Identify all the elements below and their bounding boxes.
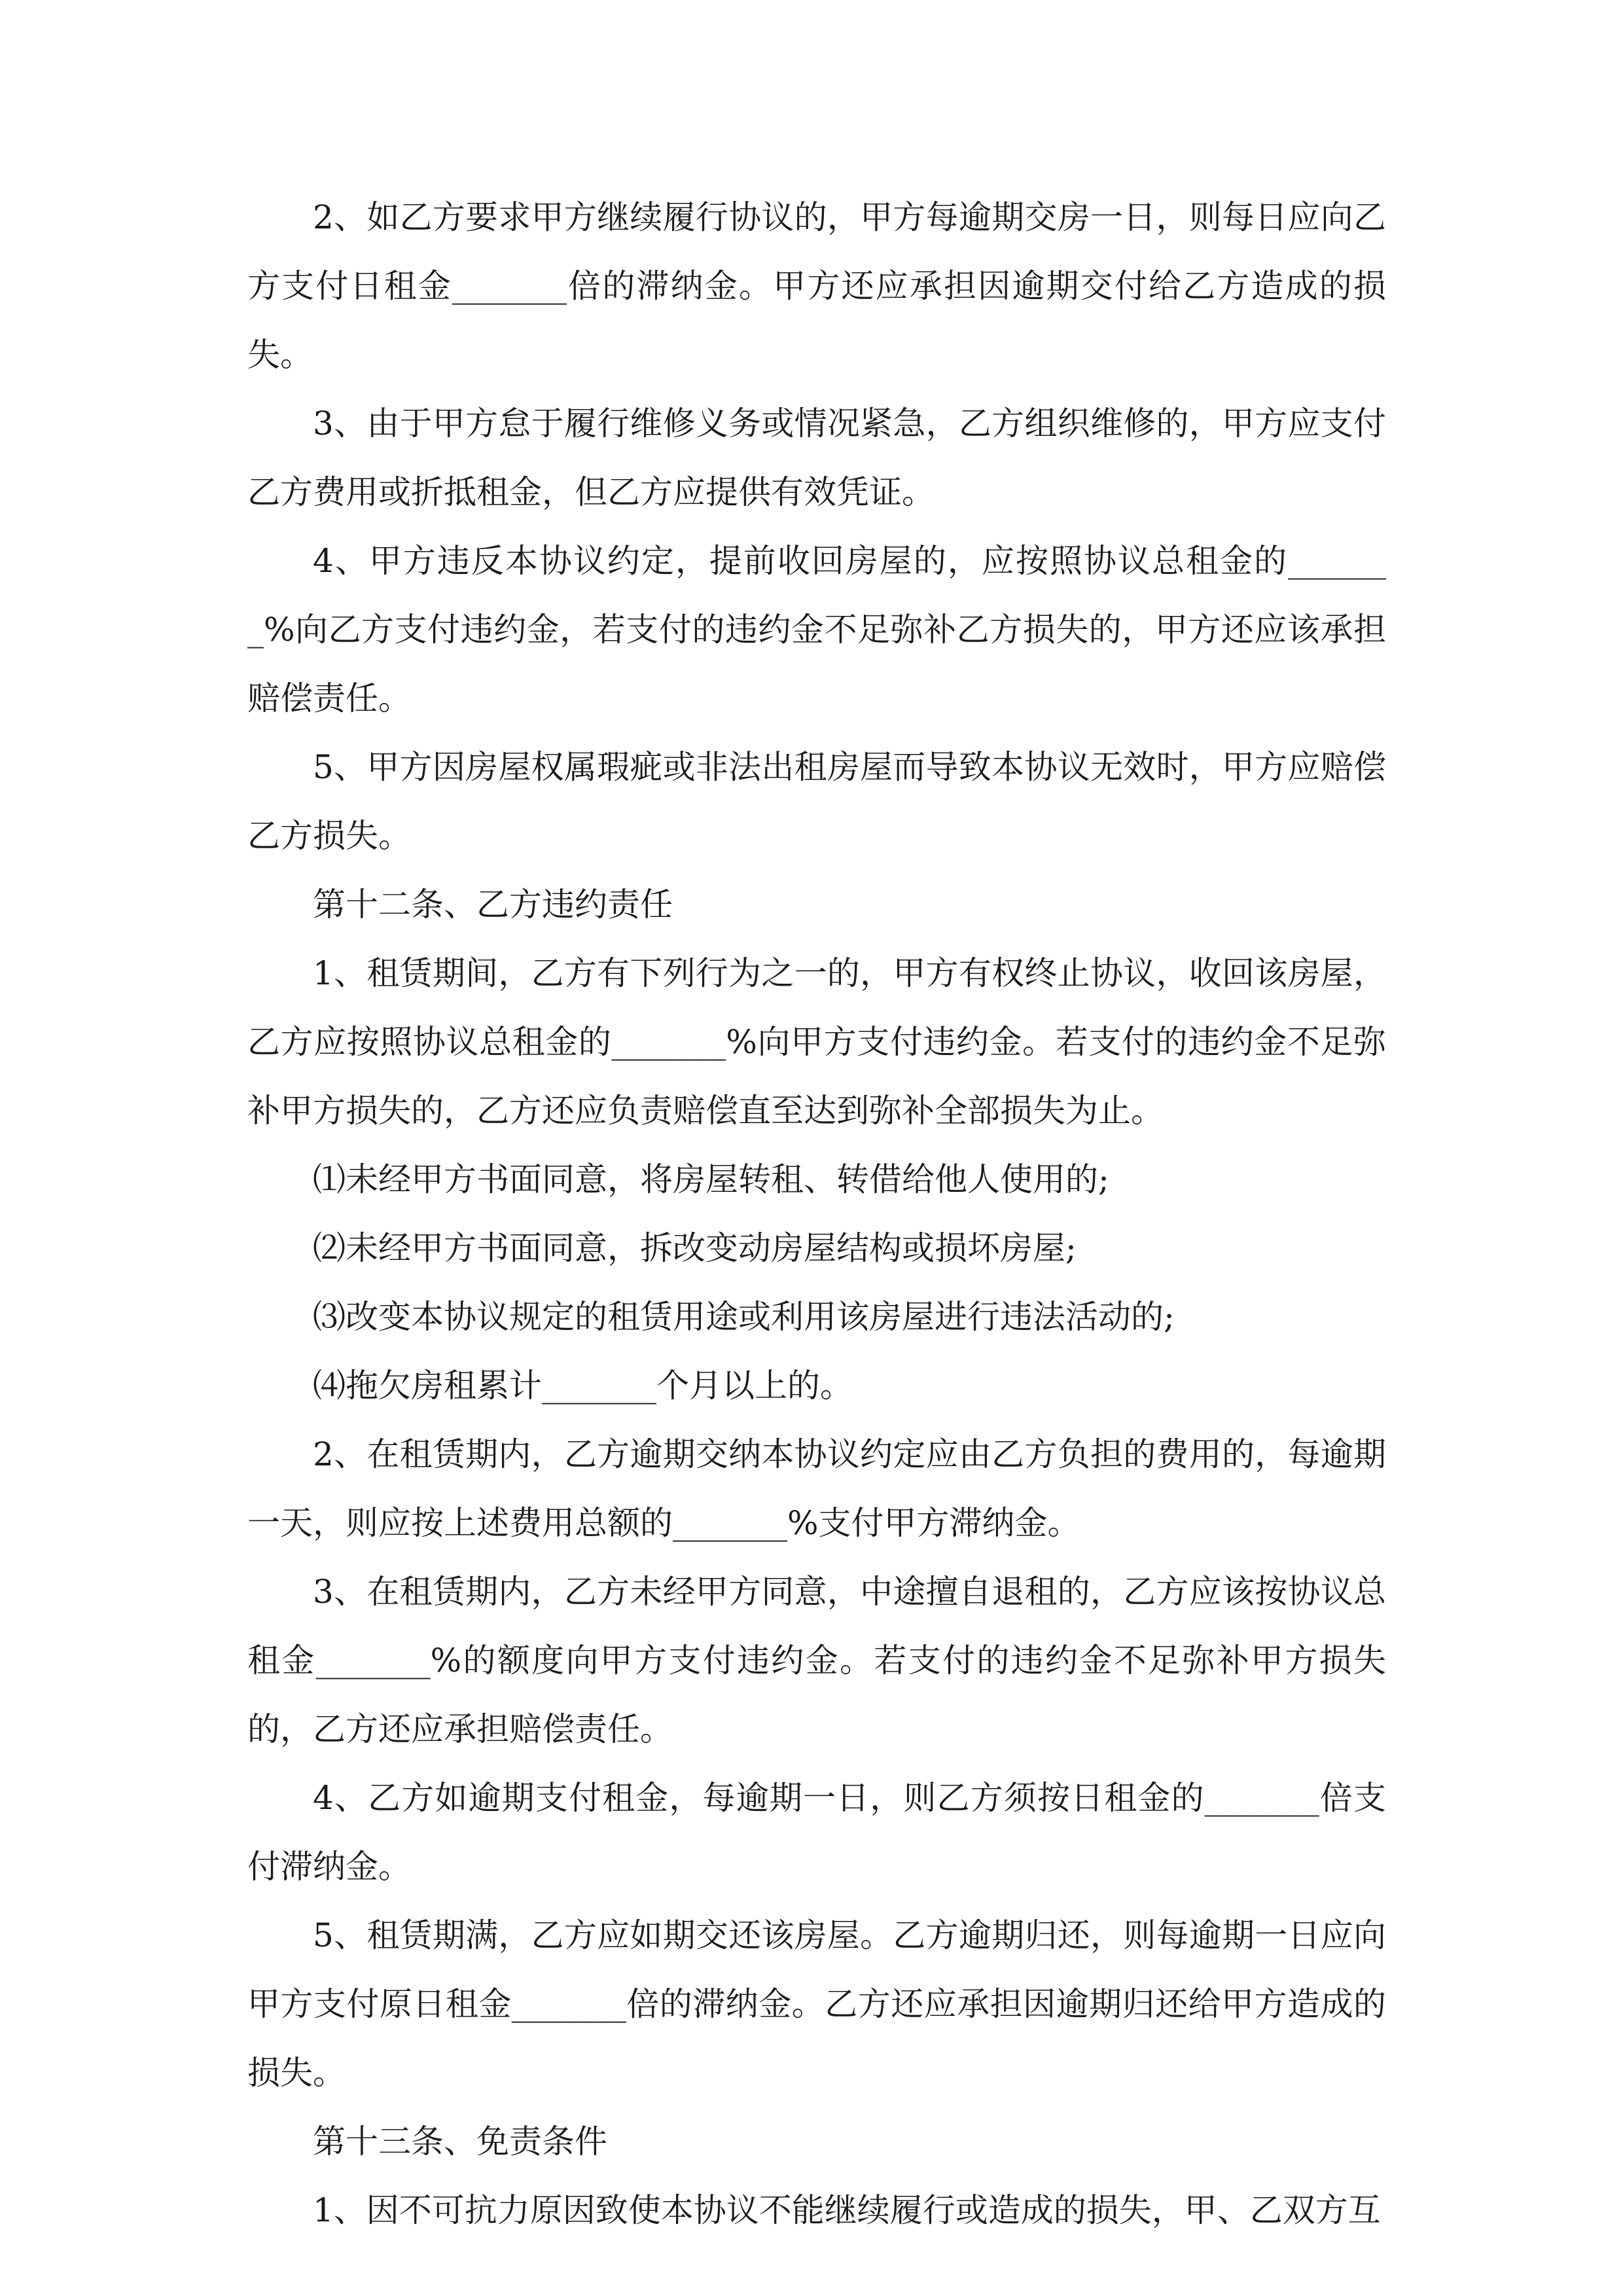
list-item-12-1-d: ⑷拖欠房租累计_______个月以上的。 — [313, 1367, 853, 1405]
list-item-12-1-a: ⑴未经甲方书面同意，将房屋转租、转借给他人使用的; — [313, 1160, 1109, 1198]
paragraph-clause-12-4: 4、乙方如逾期支付租金，每逾期一日，则乙方须按日租金的_______倍支付滞纳金。 — [247, 1779, 1386, 1886]
paragraph-clause-12-1: 1、租赁期间，乙方有下列行为之一的，甲方有权终止协议，收回该房屋，乙方应按照协议总租金的_______%向甲方支付违约金。若支付的违约金不足弥补甲方损失的，乙方还应负责赔偿直至达到弥补全部损失为止。 — [247, 954, 1386, 1130]
paragraph-clause-11-3: 3、由于甲方怠于履行维修义务或情况紧急，乙方组织维修的，甲方应支付乙方费用或折抵租金，但乙方应提供有效凭证。 — [247, 404, 1386, 511]
paragraph-clause-12-5: 5、租赁期满，乙方应如期交还该房屋。乙方逾期归还，则每逾期一日应向甲方支付原日租金_______倍的滞纳金。乙方还应承担因逾期归还给甲方造成的损失。 — [247, 1916, 1386, 2092]
paragraph-clause-12-2: 2、在租赁期内，乙方逾期交纳本协议约定应由乙方负担的费用的，每逾期一天，则应按上述费用总额的_______%支付甲方滞纳金。 — [247, 1435, 1386, 1542]
section-heading-article-13: 第十三条、免责条件 — [313, 2123, 607, 2161]
document-body — [247, 183, 1386, 2245]
list-item-12-1-b: ⑵未经甲方书面同意，拆改变动房屋结构或损坏房屋; — [313, 1229, 1077, 1267]
paragraph-clause-13-1: 1、因不可抗力原因致使本协议不能继续履行或造成的损失，甲、乙双方互 — [313, 2191, 1381, 2229]
paragraph-clause-11-2: 2、如乙方要求甲方继续履行协议的，甲方每逾期交房一日，则每日应向乙方支付日租金_______倍的滞纳金。甲方还应承担因逾期交付给乙方造成的损失。 — [247, 198, 1386, 374]
paragraph-clause-12-3: 3、在租赁期内，乙方未经甲方同意，中途擅自退租的，乙方应该按协议总租金_______%的额度向甲方支付违约金。若支付的违约金不足弥补甲方损失的，乙方还应承担赔偿责任。 — [247, 1573, 1386, 1748]
paragraph-clause-11-5: 5、甲方因房屋权属瑕疵或非法出租房屋而导致本协议无效时，甲方应赔偿乙方损失。 — [247, 748, 1386, 855]
list-item-12-1-c: ⑶改变本协议规定的租赁用途或利用该房屋进行违法活动的; — [313, 1298, 1175, 1336]
paragraph-clause-11-4: 4、甲方违反本协议约定，提前收回房屋的，应按照协议总租金的_______%向乙方支付违约金，若支付的违约金不足弥补乙方损失的，甲方还应该承担赔偿责任。 — [247, 542, 1386, 717]
section-heading-article-12: 第十二条、乙方违约责任 — [313, 886, 673, 924]
